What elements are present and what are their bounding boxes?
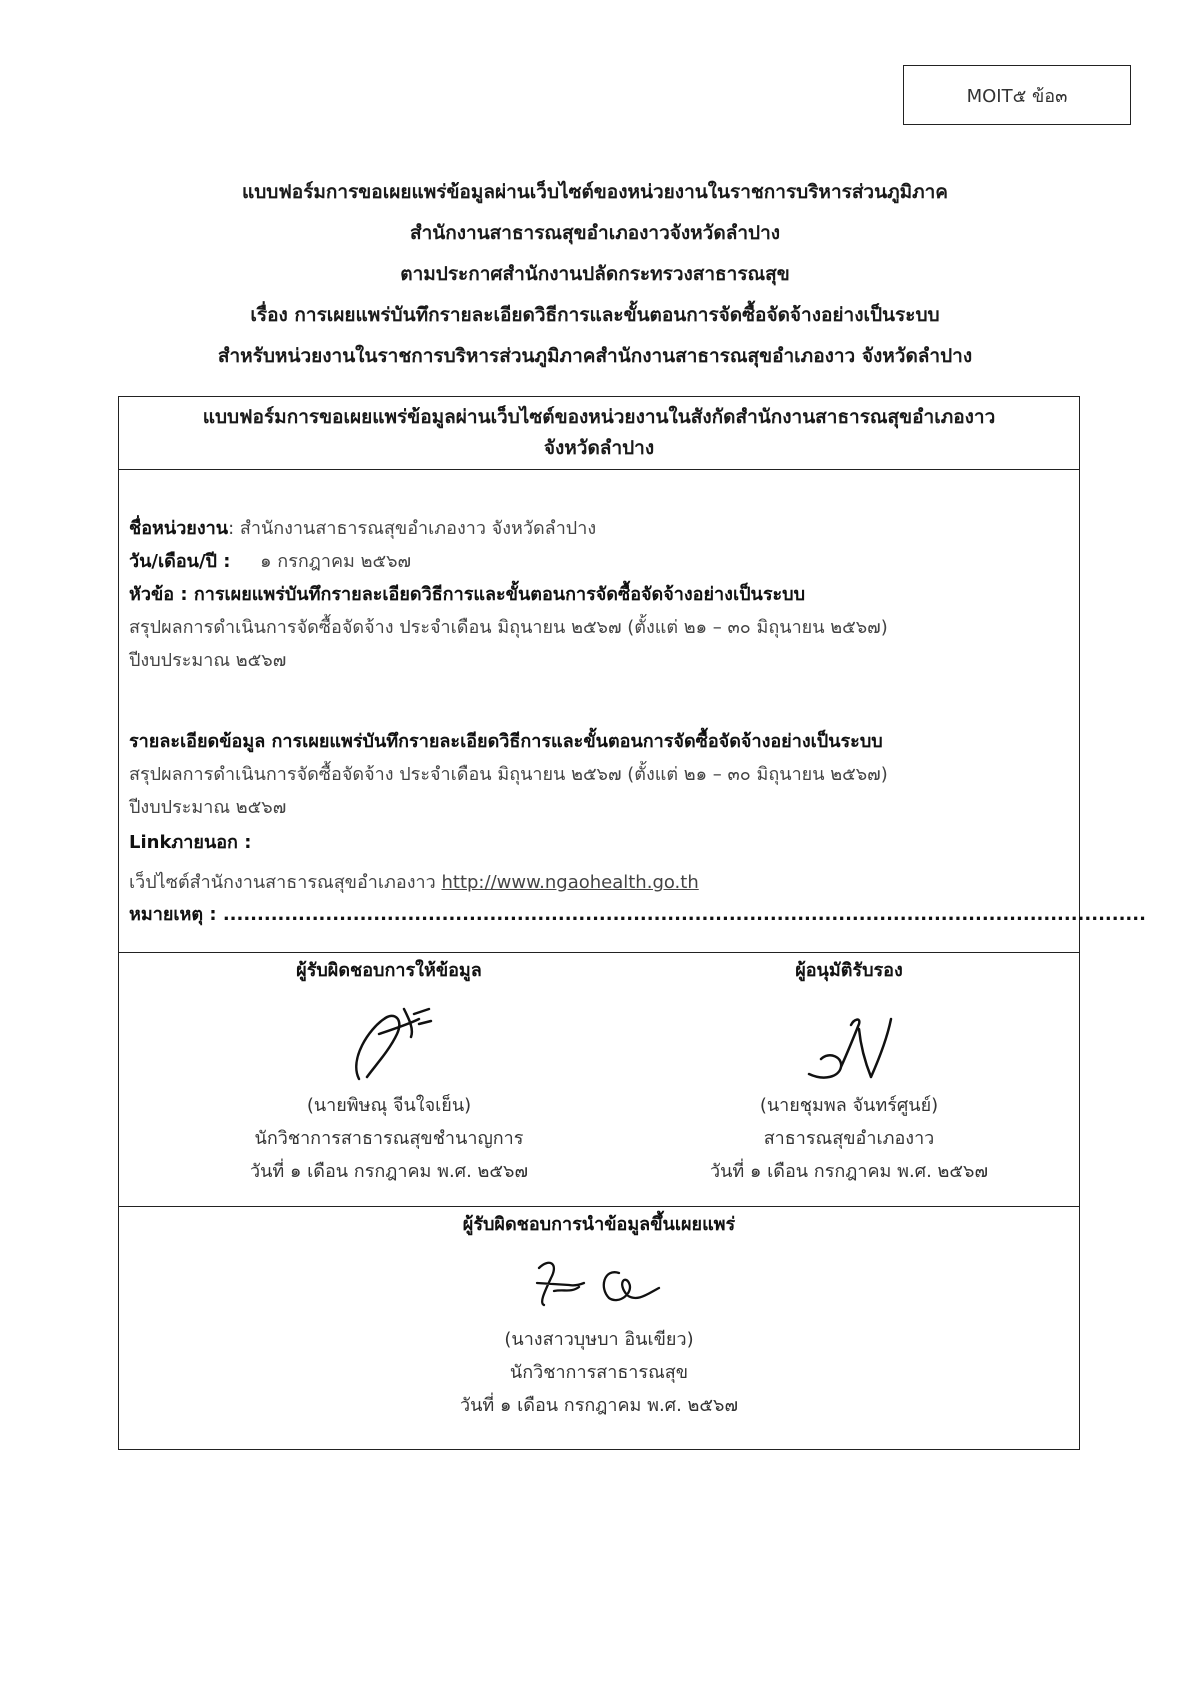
document-code: MOIT๕ ข้อ๓ [966, 85, 1068, 107]
publisher-signature [509, 1243, 689, 1323]
remark-row [129, 900, 1146, 930]
approver-position: สาธารณสุขอำเภองาว [763, 1128, 935, 1149]
publisher-column [119, 1207, 1079, 1422]
website-row [129, 868, 699, 898]
responsible-date: วันที่ ๑ เดือน กรกฎาคม พ.ศ. ๒๕๖๗ [249, 1161, 528, 1182]
document-header [0, 172, 1190, 377]
topic-budget-year: ปีงบประมาณ ๒๕๖๗ [129, 650, 287, 671]
topic-row [129, 580, 805, 610]
responsible-column [199, 953, 579, 1188]
approver-signature [779, 989, 919, 1089]
detail-row [129, 727, 883, 757]
form-title-line-2: จังหวัดลำปาง [543, 437, 655, 459]
approver-column [669, 953, 1029, 1188]
website-text: เว็ปไซต์สำนักงานสาธารณสุขอำเภองาว [129, 872, 436, 893]
form-title-line-1: แบบฟอร์มการขอเผยแพร่ข้อมูลผ่านเว็บไซต์ของหน่วยงานในสังกัดสำนักงานสาธารณสุขอำเภองาว [202, 406, 996, 428]
topic-label: หัวข้อ : การเผยแพร่บันทึกรายละเอียดวิธีการและขั้นตอนการจัดซื้อจัดจ้างอย่างเป็นระบบ [129, 584, 806, 605]
date-label: วัน/เดือน/ปี : [129, 551, 231, 572]
responsible-signature [319, 989, 459, 1089]
date-row [129, 547, 411, 577]
header-line-1: แบบฟอร์มการขอเผยแพร่ข้อมูลผ่านเว็บไซต์ของหน่วยงานในราชการบริหารส่วนภูมิภาค [241, 181, 949, 203]
responsible-heading: ผู้รับผิดชอบการให้ข้อมูล [296, 960, 482, 981]
form-details-section [119, 470, 1146, 953]
form-table [118, 396, 1146, 1450]
approver-date: วันที่ ๑ เดือน กรกฎาคม พ.ศ. ๒๕๖๗ [709, 1161, 988, 1182]
agency-value: : สำนักงานสาธารณสุขอำเภองาว จังหวัดลำปาง [228, 518, 597, 539]
detail-summary-line: สรุปผลการดำเนินการจัดซื้อจัดจ้าง ประจำเดือน มิถุนายน ๒๕๖๗ (ตั้งแต่ ๒๑ – ๓๐ มิถุนายน ๒๕๖๗) [129, 764, 888, 785]
header-line-4: เรื่อง การเผยแพร่บันทึกรายละเอียดวิธีการและขั้นตอนการจัดซื้อจัดจ้างอย่างเป็นระบบ [250, 304, 940, 326]
document-code-box [903, 65, 1131, 125]
topic-summary-line: สรุปผลการดำเนินการจัดซื้อจัดจ้าง ประจำเดือน มิถุนายน ๒๕๖๗ (ตั้งแต่ ๒๑ – ๓๐ มิถุนายน ๒๕๖๗) [129, 617, 888, 638]
publisher-section [119, 1207, 1079, 1451]
responsible-name: (นายพิษณุ จีนใจเย็น) [306, 1095, 472, 1116]
approver-heading: ผู้อนุมัติรับรอง [795, 960, 903, 981]
remark-label: หมายเหตุ : ....................................................................................................................................... [129, 904, 1146, 925]
publisher-date: วันที่ ๑ เดือน กรกฎาคม พ.ศ. ๒๕๖๗ [459, 1395, 738, 1416]
date-value: ๑ กรกฎาคม ๒๕๖๗ [260, 551, 412, 572]
publisher-position: นักวิชาการสาธารณสุข [509, 1362, 689, 1383]
website-link[interactable]: http://www.ngaohealth.go.th [441, 872, 699, 893]
detail-budget-year: ปีงบประมาณ ๒๕๖๗ [129, 797, 287, 818]
external-link-row [129, 828, 251, 858]
header-line-5: สำหรับหน่วยงานในราชการบริหารส่วนภูมิภาคสำนักงานสาธารณสุขอำเภองาว จังหวัดลำปาง [217, 345, 973, 367]
form-title-section [119, 397, 1079, 470]
responsible-position: นักวิชาการสาธารณสุขชำนาญการ [254, 1128, 524, 1149]
agency-label: ชื่อหน่วยงาน [129, 518, 229, 539]
publisher-name: (นางสาวบุษบา อินเขียว) [504, 1329, 694, 1350]
header-line-3: ตามประกาศสำนักงานปลัดกระทรวงสาธารณสุข [400, 263, 790, 285]
approver-name: (นายชุมพล จันทร์ศูนย์) [759, 1095, 939, 1116]
approval-section [119, 953, 1079, 1207]
detail-label: รายละเอียดข้อมูล การเผยแพร่บันทึกรายละเอียดวิธีการและขั้นตอนการจัดซื้อจัดจ้างอย่างเป็นระบบ [129, 731, 883, 752]
header-line-2: สำนักงานสาธารณสุขอำเภองาวจังหวัดลำปาง [409, 222, 781, 244]
external-link-label: Linkภายนอก : [129, 832, 252, 853]
agency-row [129, 514, 596, 544]
publisher-heading: ผู้รับผิดชอบการนำข้อมูลขึ้นเผยแพร่ [462, 1214, 736, 1235]
